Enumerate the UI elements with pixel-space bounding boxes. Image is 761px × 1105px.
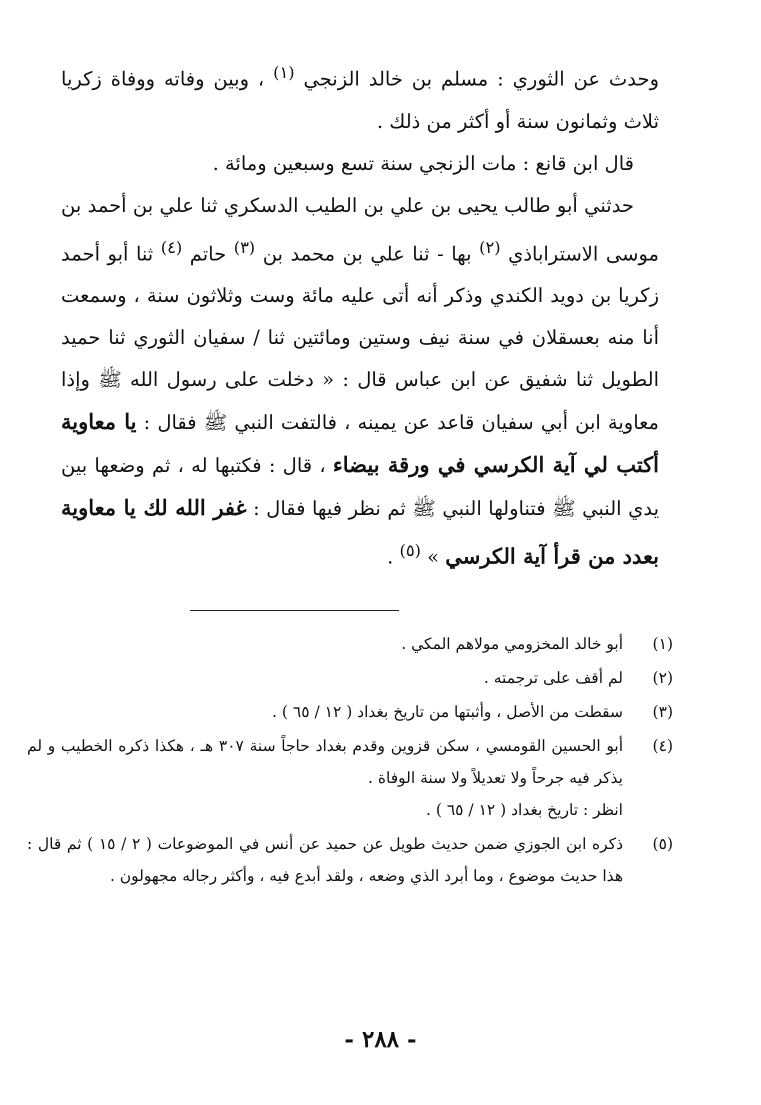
footnote-number: (٣)	[652, 703, 673, 721]
footnote-number: (٥)	[652, 835, 673, 853]
footnote-number: (٤)	[652, 737, 673, 755]
footnote-reference: انظر : تاريخ بغداد ( ١٢ / ٦٥ ) .	[426, 801, 623, 819]
hadith-text-cont: ، قال : فكتبها له ، ثم وضعها بين يدي النبي ﷺ فتناولها النبي ﷺ ثم نظر فيها فقال :	[61, 454, 659, 520]
footnote-ref-4: (٤)	[160, 237, 183, 257]
footnote-ref-3: (٣)	[233, 237, 256, 257]
hadith-bold-2: غفر الله لك يا معاوية بعدد من قرأ آية الكرسي	[61, 495, 659, 569]
closing-quote: »	[427, 545, 440, 569]
footnote-ref-1: (١)	[273, 63, 295, 82]
hadith-text: ثنا أبو أحمد زكريا بن دويد الكندي وذكر أنه أتى عليه مائة وست وثلاثون سنة ، وسمعت أنا منه بعسقلان في سنة نيف وستين ومائتين ثنا / سفيان الثوري ثنا حميد الطويل ثنا شفيق عن ابن عباس قال : « دخلت على رسول الله ﷺ وإذا معاوية ابن أبي سفيان قاعد عن يمينه ، فالتفت النبي ﷺ فقال :	[61, 242, 660, 434]
paragraph-1-text: وحدث عن الثوري : مسلم بن خالد الزنجي	[303, 67, 659, 91]
footnotes	[27, 628, 673, 894]
hadith-bold-1: يا معاوية أكتب لي آية الكرسي في ورقة بيضاء	[61, 409, 659, 477]
footnote-3	[27, 696, 673, 728]
isnad-text-c: حاتم	[189, 242, 227, 265]
paragraph-1	[61, 52, 659, 143]
footnote-text: أبو الحسين القومسي ، سكن قزوين وقدم بغداد حاجاً سنة ٣٠٧ هـ ، هكذا ذكره الخطيب و لم يذكر فيه جرحاً ولا تعديلاً ولا سنة الوفاة .	[27, 737, 624, 787]
main-text	[61, 52, 659, 579]
footnote-ref-5: (٥)	[399, 541, 421, 560]
footnote-number: (١)	[652, 635, 673, 653]
footnote-text: لم أقف على ترجمته .	[483, 669, 623, 687]
footnote-text: أبو خالد المخزومي مولاهم المكي .	[401, 635, 623, 653]
paragraph-1-rest: ، وبين وفاته ووفاة زكريا ثلاث وثمانون سنة أو أكثر من ذلك .	[61, 67, 659, 133]
footnote-5	[27, 828, 673, 892]
paragraph-3	[61, 185, 659, 579]
paragraph-2: قال ابن قانع : مات الزنجي سنة تسع وسبعين ومائة .	[212, 151, 634, 175]
footnote-number: (٢)	[652, 669, 673, 687]
footnote-text: سقطت من الأصل ، وأثبتها من تاريخ بغداد ( ١٢ / ٦٥ ) .	[272, 703, 623, 721]
footnote-text: ذكره ابن الجوزي ضمن حديث طويل عن حميد عن أنس في الموضوعات ( ٢ / ١٥ ) ثم قال : هذا حديث موضوع ، وما أبرد الذي وضعه ، ولقد أبدع فيه ، وأكثر رجاله مجهولون .	[27, 835, 623, 885]
footnote-content	[27, 730, 623, 826]
footnote-1	[27, 628, 673, 660]
isnad-text-a: حدثني أبو طالب يحيى بن علي بن الطيب الدسكري ثنا علي بن أحمد بن موسى الاستراباذي	[61, 193, 659, 265]
footnote-ref-2: (٢)	[479, 237, 501, 257]
isnad-text-b: بها - ثنا علي بن محمد بن	[262, 242, 472, 265]
footnote-4	[27, 730, 673, 826]
final-period: .	[387, 545, 394, 569]
footnote-separator	[190, 610, 399, 611]
footnote-2	[27, 662, 673, 694]
page-number: - ٢٨٨ -	[344, 1026, 417, 1053]
